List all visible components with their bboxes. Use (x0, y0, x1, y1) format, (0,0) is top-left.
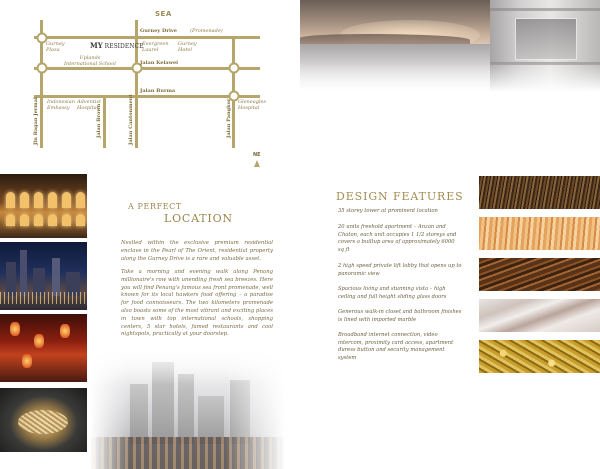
teak-wood-swatch (479, 258, 600, 291)
design-features-heading: DESIGN FEATURES (336, 190, 464, 203)
label-gleneagles-hospital: Gleneagles Hospital (238, 99, 267, 111)
label-indonesian-embassy: Indonesian Embassy (47, 99, 75, 111)
label-gurney-plaza: Gurney Plaza (46, 41, 65, 53)
map-sea-label: SEA (155, 10, 172, 18)
location-heading-line1: A PERFECT (128, 202, 182, 211)
feature-item: Spacious living and stunning vista – high ceiling and full height sliding glass doors (338, 286, 447, 300)
location-map (0, 0, 300, 170)
road-gurney-drive (34, 36, 260, 39)
road-jalan-cantonment (135, 20, 138, 148)
seaview-tower-photo (300, 0, 600, 92)
label-evergreen-laurel: Evergreen Laurel (142, 41, 169, 53)
compass-label: NE (253, 152, 261, 158)
label-uplands-school: Uplands International School (64, 55, 116, 67)
junction-node (229, 63, 240, 74)
label-jalan-brown: Jalan Brown (96, 103, 102, 138)
feature-item: 35 storey tower at prominent location (338, 208, 438, 214)
label-jalan-cantonment: Jalan Cantonment (128, 94, 134, 145)
feature-item: 2 high speed private lift lobby that opens up to panoramic view (338, 263, 462, 277)
dark-wood-swatch (479, 176, 600, 209)
label-jalan-pangkor: Jalan Pangkor (226, 98, 232, 138)
location-intro-paragraph: Nestled within the exclusive premium residential enclave in the Pearl of The Orient, residential property along the Gurney Drive is a rare and valuable asset. (121, 240, 273, 262)
label-bagan-jermal: Jln Bagan Jermal (33, 97, 39, 145)
heritage-building-photo (0, 174, 87, 238)
label-promenade: (Promenade) (190, 28, 223, 34)
feature-item: Broadband internet connection, video intercom, proximity card access, apartment duress button and security management system (338, 332, 454, 361)
north-arrow-icon (254, 160, 260, 167)
light-wood-swatch (479, 217, 600, 250)
feature-item: Generous walk-in closet and bathroom finishes is lined with imported marble (338, 309, 462, 323)
label-jalan-burma: Jalan Burma (140, 88, 176, 94)
label-gurney-drive: Gurney Drive (140, 28, 177, 34)
chinese-lantern-street-photo (0, 314, 87, 382)
feature-item: 20 units freehold apartment – Anzan and Chaton, each unit occupies 1 1/2 storeys and covers a builtup area of approximately 6000 sq ft (338, 224, 457, 253)
hawker-food-photo (0, 388, 87, 452)
my-residence-prefix: MY (90, 41, 103, 50)
compass (253, 152, 261, 167)
label-jalan-kelawei: Jalan Kelawei (140, 60, 179, 66)
label-gurney-hotel: Gurney Hotel (178, 41, 197, 53)
city-night-skyline-photo (0, 242, 87, 310)
location-body-paragraph: Take a morning and evening walk along Penang millionaire's row with unending fresh sea breezes. Here you will find Penang's famous sea front promenade, well known for its local hawkers food offering – a paradise for food connoisseurs. The two kilometers promenade also boasts some of the most vibrant and exciting places in town with top international schools, shopping centers, 5 star hotels, famed restaurants and cool nightspots, practically at your doorstep. (121, 269, 273, 338)
road-jalan-brown (103, 95, 106, 148)
label-adventist-hospital: Adventist Hospital (77, 99, 101, 111)
junction-node (37, 63, 48, 74)
my-residence-label (90, 41, 143, 50)
location-heading-line2: LOCATION (164, 212, 233, 225)
penang-street-photo (90, 345, 285, 469)
my-residence-suffix: RESIDENCE (104, 43, 144, 50)
road-jalan-kelawei (34, 67, 260, 70)
marble-swatch (479, 299, 600, 332)
gold-texture-swatch (479, 340, 600, 373)
